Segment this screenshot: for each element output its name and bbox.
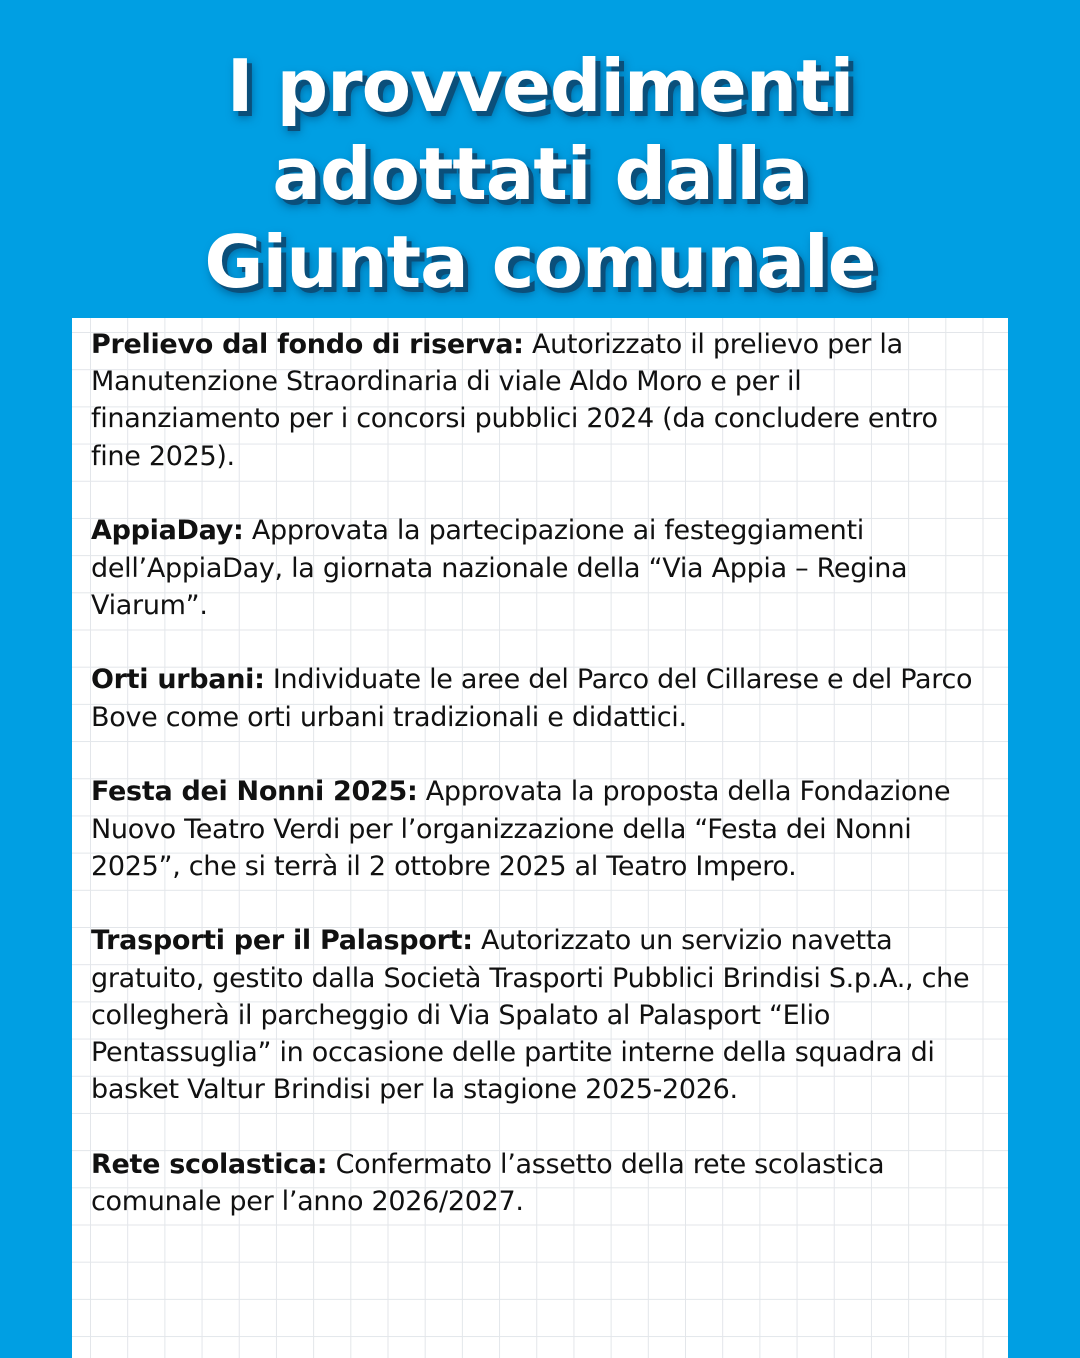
entry-festa-nonni — [91, 773, 978, 885]
title-line-1: I provvedimenti — [226, 44, 854, 128]
entry-text: Confermato l’assetto della rete scolastica comunale per l’anno 2026/2027. — [91, 1148, 885, 1218]
entry-label: Festa dei Nonni 2025: — [91, 776, 418, 808]
entry-label: Prelievo dal fondo di riserva: — [91, 329, 524, 360]
entry-text: Individuate le aree del Parco del Cillarese e del Parco Bove come orti urbani tradizionali e didattici. — [91, 664, 973, 733]
entry-label: Orti urbani: — [91, 664, 265, 696]
entry-prelievo — [91, 326, 978, 475]
entry-appiaday — [91, 512, 978, 624]
entry-text: Approvata la proposta della Fondazione Nuovo Teatro Verdi per l’organizzazione della “Festa dei Nonni 2025”, che si terrà il 2 ottobre 2025 al Teatro Impero. — [91, 776, 951, 882]
entry-label: AppiaDay: — [91, 515, 244, 547]
content-panel — [72, 318, 1008, 1358]
entry-orti-urbani — [91, 661, 978, 735]
entry-text: Autorizzato il prelievo per la Manutenzione Straordinaria di viale Aldo Moro e per il finanziamento per i concorsi pubblici 2024 (da concludere entro fine 2025). — [91, 329, 938, 472]
entry-text: Autorizzato un servizio navetta gratuito, gestito dalla Società Trasporti Pubblici Brindisi S.p.A., che collegherà il parcheggio di Via Spalato al Palasport “Elio Pentassuglia” in occasione delle partite interne della squadra di basket Valtur Brindisi per la stagione 2025-2026. — [91, 925, 970, 1106]
entry-text: Approvata la partecipazione ai festeggiamenti dell’AppiaDay, la giornata nazionale della “Via Appia – Regina Viarum”. — [91, 515, 908, 621]
page-title — [0, 42, 1080, 306]
title-line-3: Giunta comunale — [204, 220, 876, 304]
title-line-2: adottati dalla — [272, 132, 808, 216]
entry-trasporti-palasport — [91, 922, 978, 1108]
entry-label: Rete scolastica: — [91, 1148, 328, 1180]
entry-rete-scolastica — [91, 1146, 978, 1220]
entry-label: Trasporti per il Palasport: — [91, 925, 473, 957]
